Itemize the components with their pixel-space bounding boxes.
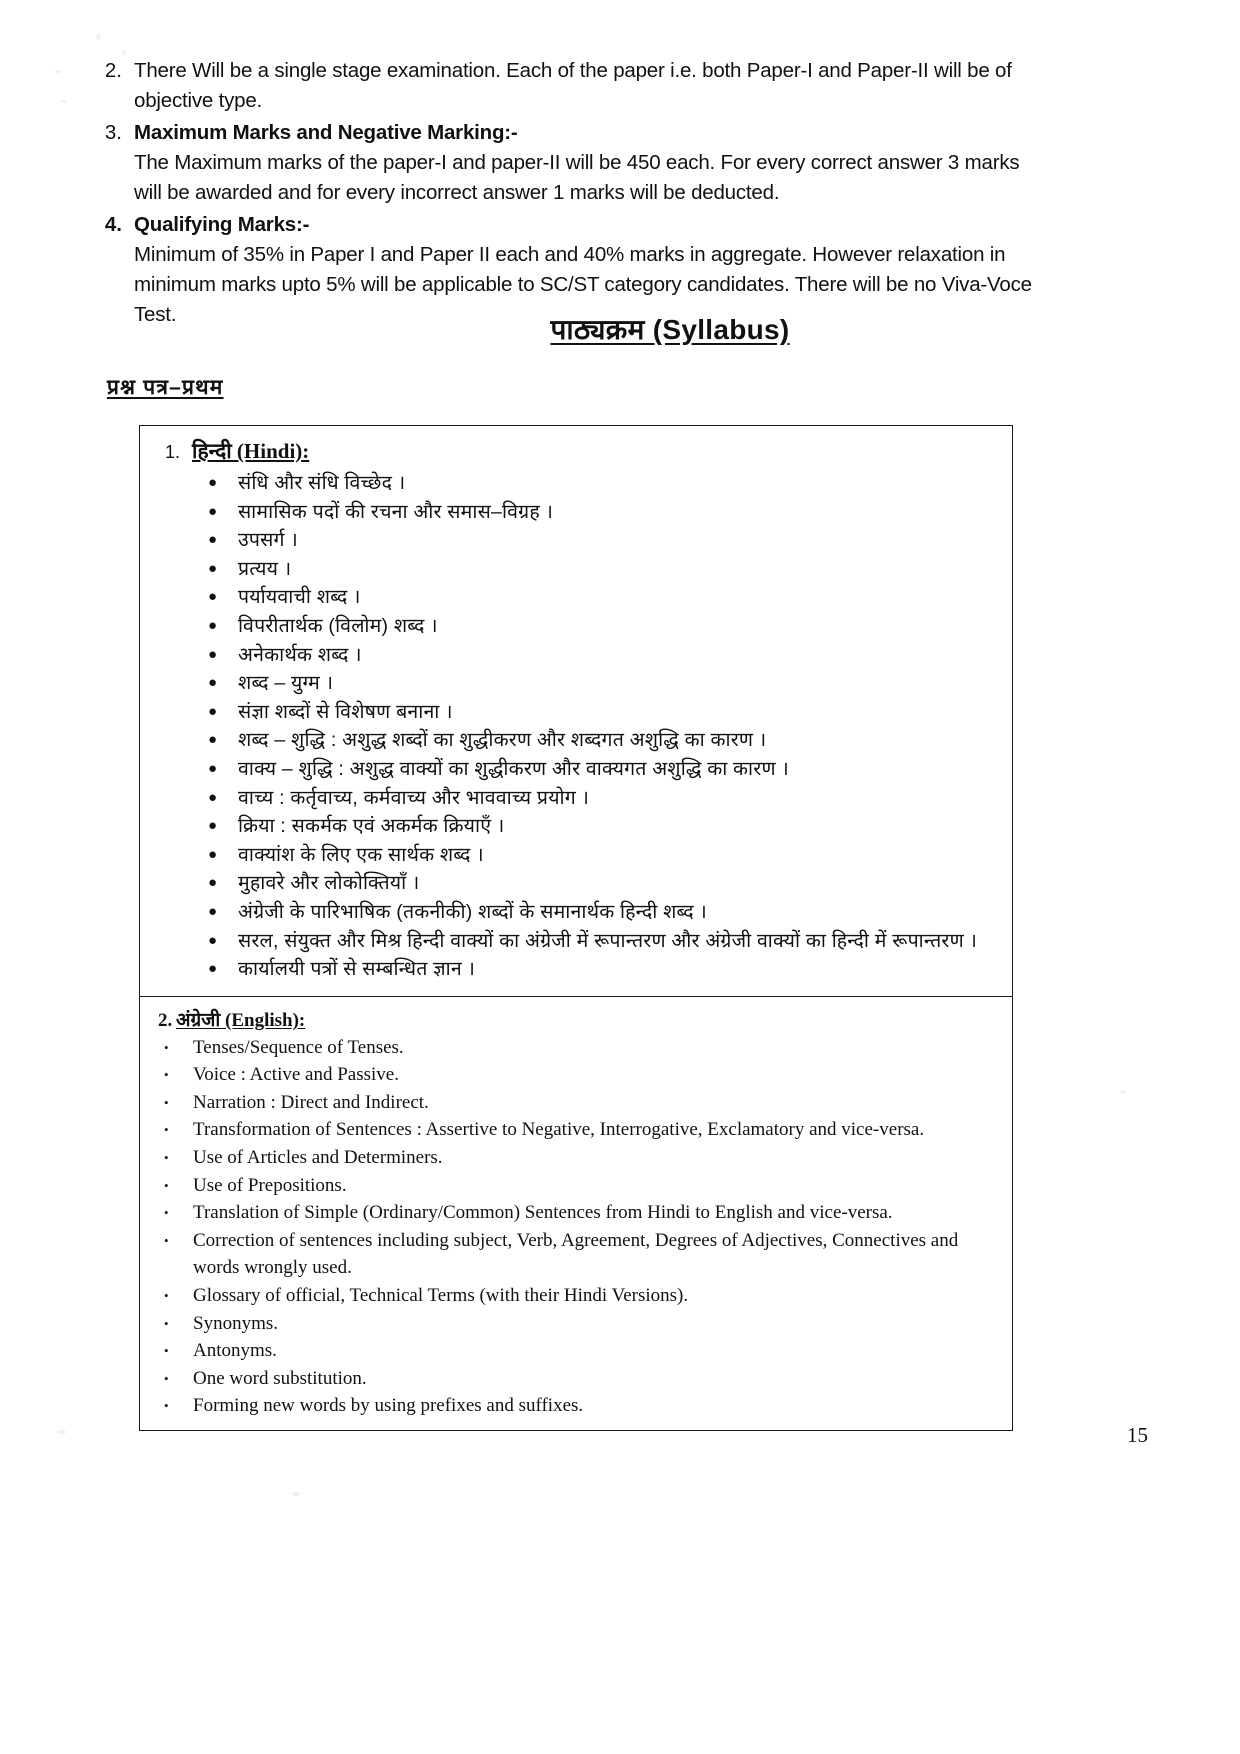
list-item: [206, 927, 998, 956]
list-item: [206, 469, 998, 498]
bullet-icon: •: [164, 1398, 169, 1414]
paper-heading-text: प्रश्न पत्र–प्रथम: [107, 376, 224, 399]
list-item: [164, 1227, 998, 1282]
clause-number: 4.: [104, 213, 122, 236]
list-item-label: Tenses/Sequence of Tenses.: [193, 1036, 404, 1058]
bullet-icon: ●: [208, 702, 218, 720]
clause-number: 2.: [104, 59, 122, 82]
section-number: 2.: [158, 1009, 173, 1031]
list-item: [206, 583, 998, 612]
bullet-icon: ●: [208, 759, 218, 777]
list-item: [206, 612, 998, 641]
bullet-icon: •: [164, 1039, 169, 1055]
bullet-icon: •: [164, 1067, 169, 1083]
list-item-label: शब्द – युग्म ।: [238, 672, 334, 695]
list-item-label: Glossary of official, Technical Terms (with their Hindi Versions).: [193, 1285, 689, 1307]
page-number: 15: [1127, 1423, 1148, 1447]
bullet-icon: ●: [208, 960, 218, 978]
intro-clause-list: [88, 56, 1048, 332]
list-item: [206, 812, 998, 841]
hindi-topic-list: [154, 469, 998, 984]
list-item-label: Voice : Active and Passive.: [193, 1064, 399, 1086]
list-item-label: Transformation of Sentences : Assertive to Negative, Interrogative, Exclamatory and vice-versa.: [193, 1119, 925, 1141]
bullet-icon: ●: [208, 645, 218, 663]
list-item-label: शब्द – शुद्धि : अशुद्ध शब्दों का शुद्धीकरण और शब्दगत अशुद्धि का कारण ।: [238, 729, 767, 752]
scan-artifact: [1120, 1090, 1126, 1094]
bullet-icon: •: [164, 1232, 169, 1248]
list-item-label: वाक्यांश के लिए एक सार्थक शब्द ।: [238, 843, 484, 866]
list-item-label: संज्ञा शब्दों से विशेषण बनाना ।: [238, 700, 453, 723]
list-item: [206, 755, 998, 784]
scan-artifact: [292, 1492, 300, 1496]
bullet-icon: ●: [208, 588, 218, 606]
bullet-icon: •: [164, 1150, 169, 1166]
bullet-icon: •: [164, 1122, 169, 1138]
scan-artifact: [55, 70, 61, 73]
bullet-icon: ●: [208, 788, 218, 806]
list-item: [164, 1282, 998, 1310]
bullet-icon: ●: [208, 502, 218, 520]
clause-body: [134, 56, 1048, 116]
list-item: [206, 526, 998, 555]
list-item-label: अनेकार्थक शब्द ।: [238, 643, 362, 666]
list-item: [164, 1337, 998, 1365]
list-item-label: Forming new words by using prefixes and suffixes.: [193, 1395, 584, 1417]
list-item: [164, 1199, 998, 1227]
list-item: [164, 1034, 998, 1062]
syllabus-box: [139, 425, 1013, 1431]
bullet-icon: ●: [208, 845, 218, 863]
list-item: [206, 841, 998, 870]
bullet-icon: ●: [208, 474, 218, 491]
list-item-label: सामासिक पदों की रचना और समास–विग्रह ।: [238, 500, 554, 523]
list-item-label: Synonyms.: [193, 1312, 278, 1334]
clause-text: Minimum of 35% in Paper I and Paper II each and 40% marks in aggregate. However relaxation in minimum marks upto 5% will be applicable to SC/ST category candidates. There will be no Viva-Voce Test.: [134, 243, 1032, 326]
list-item: [164, 1365, 998, 1393]
list-item-label: Use of Prepositions.: [193, 1174, 347, 1196]
list-item: [206, 784, 998, 813]
bullet-icon: ●: [208, 616, 218, 634]
bullet-icon: ●: [208, 817, 218, 835]
list-item: [206, 869, 998, 898]
scan-artifact: [122, 50, 126, 55]
list-item-label: प्रत्यय ।: [238, 557, 292, 580]
bullet-icon: ●: [208, 559, 218, 577]
list-item: [206, 726, 998, 755]
list-item-label: Narration : Direct and Indirect.: [193, 1091, 429, 1113]
list-item-label: Translation of Simple (Ordinary/Common) Sentences from Hindi to English and vice-versa.: [193, 1202, 893, 1224]
list-item-label: One word substitution.: [193, 1367, 367, 1389]
clause-item: [88, 56, 1048, 116]
section-number: 1.: [165, 442, 181, 462]
list-item: [164, 1089, 998, 1117]
clause-heading: Qualifying Marks:-: [134, 213, 310, 236]
section-english-header: [154, 1006, 998, 1032]
clause-text: The Maximum marks of the paper-I and paper-II will be 450 each. For every correct answer 3 marks will be awarded and for every incorrect answer 1 marks will be deducted.: [134, 151, 1020, 204]
list-item-label: उपसर्ग ।: [238, 529, 298, 552]
section-english: [140, 997, 1012, 1430]
scan-artifact: [96, 34, 101, 40]
list-item: [164, 1116, 998, 1144]
list-item-label: संधि और संधि विच्छेद ।: [238, 472, 406, 494]
list-item-label: मुहावरे और लोकोक्तियाँ ।: [238, 872, 420, 895]
list-item-label: सरल, संयुक्त और मिश्र हिन्दी वाक्यों का अंग्रेजी में रूपान्तरण और अंग्रेजी वाक्यों का हिन्दी में रूपान्तरण ।: [238, 929, 978, 952]
list-item-label: क्रिया : सकर्मक एवं अकर्मक क्रियाएँ ।: [238, 815, 505, 838]
bullet-icon: ●: [208, 731, 218, 749]
clause-text: There Will be a single stage examination. Each of the paper i.e. both Paper-I and Paper-II will be of objective type.: [134, 59, 1012, 112]
list-item-label: वाच्य : कर्तृवाच्य, कर्मवाच्य और भाववाच्य प्रयोग ।: [238, 786, 590, 809]
syllabus-title-text: पाठ्यक्रम (Syllabus): [550, 314, 790, 345]
clause-item: [88, 118, 1048, 208]
list-item: [206, 698, 998, 727]
list-item: [206, 669, 998, 698]
bullet-icon: •: [164, 1094, 169, 1110]
list-item: [164, 1310, 998, 1338]
list-item: [164, 1061, 998, 1089]
section-hindi: [140, 426, 1012, 996]
bullet-icon: ●: [208, 931, 218, 949]
bullet-icon: ●: [208, 674, 218, 692]
list-item-label: Correction of sentences including subject, Verb, Agreement, Degrees of Adjectives, Connectives and words wrongly used.: [193, 1229, 959, 1279]
list-item: [206, 498, 998, 527]
list-item-label: कार्यालयी पत्रों से सम्बन्धित ज्ञान ।: [238, 958, 476, 981]
bullet-icon: •: [164, 1177, 169, 1193]
scan-artifact: [57, 1430, 66, 1434]
list-item: [206, 898, 998, 927]
bullet-icon: •: [164, 1315, 169, 1331]
list-item: [164, 1144, 998, 1172]
list-item-label: पर्यायवाची शब्द ।: [238, 586, 361, 609]
list-item: [206, 641, 998, 670]
section-title: हिन्दी (Hindi):: [192, 439, 310, 463]
bullet-icon: •: [164, 1370, 169, 1386]
list-item: [206, 955, 998, 984]
section-title: अंग्रेजी (English):: [176, 1009, 306, 1031]
list-item-label: वाक्य – शुद्धि : अशुद्ध वाक्यों का शुद्धीकरण और वाक्यगत अशुद्धि का कारण ।: [238, 757, 789, 780]
clause-heading: Maximum Marks and Negative Marking:-: [134, 121, 518, 144]
paper-heading: [107, 373, 224, 401]
scan-artifact: [60, 100, 67, 103]
bullet-icon: ●: [208, 902, 218, 920]
list-item-label: Antonyms.: [193, 1340, 277, 1362]
bullet-icon: •: [164, 1288, 169, 1304]
clause-number: 3.: [104, 121, 122, 144]
bullet-icon: ●: [208, 874, 218, 892]
list-item-label: अंग्रेजी के पारिभाषिक (तकनीकी) शब्दों के समानार्थक हिन्दी शब्द ।: [238, 900, 708, 923]
list-item-label: विपरीतार्थक (विलोम) शब्द ।: [238, 614, 438, 637]
clause-body: [134, 118, 1048, 208]
bullet-icon: •: [164, 1205, 169, 1221]
english-topic-list: [154, 1034, 998, 1420]
bullet-icon: •: [164, 1343, 169, 1359]
list-item: [164, 1392, 998, 1420]
section-hindi-header: [154, 437, 998, 465]
list-item: [164, 1172, 998, 1200]
syllabus-title: [0, 310, 1240, 348]
list-item: [206, 555, 998, 584]
list-item-label: Use of Articles and Determiners.: [193, 1147, 443, 1169]
bullet-icon: ●: [208, 531, 218, 549]
